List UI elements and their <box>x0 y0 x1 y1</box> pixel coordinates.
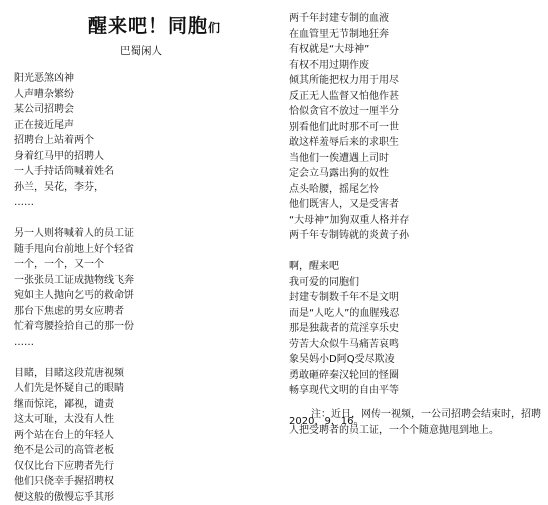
footnote <box>289 407 544 439</box>
poem-line: 恰似贪官不放过一厘半分 <box>289 104 409 120</box>
poem-line: 目睹，目睹这段荒唐视频 <box>14 366 134 382</box>
poem-line: 敢这样羞辱后来的求职生 <box>289 135 409 151</box>
stanza-4 <box>289 11 409 244</box>
poem-line: 身着红马甲的招聘人 <box>14 149 134 165</box>
poem-line: 一个，一个，又一个 <box>14 257 134 273</box>
poem-line: 便这般的傲慢忘乎其形 <box>14 490 134 505</box>
poem-line: 他们既害人，又是受害者 <box>289 197 409 213</box>
poem-line: 这太可耻，太没有人性 <box>14 412 134 428</box>
poem-line: 象吴妈小D阿Q受尽欺凌 <box>289 352 409 368</box>
poem-line: “大母神”加狗双重人格并存 <box>289 213 409 229</box>
poem-line: 宛如主人抛向乞丐的救命饼 <box>14 288 134 304</box>
stanza-5 <box>289 259 409 399</box>
poem-line: 一张张员工证成抛物线飞奔 <box>14 273 134 289</box>
poem-author: 巴蜀闲人 <box>120 43 162 58</box>
poem-line: 当他们一俟遭遇上司时 <box>289 151 409 167</box>
poem-title-main: 醒来吧！同胞 <box>88 15 208 37</box>
poem-line: 在血管里无节制地狂奔 <box>289 27 409 43</box>
poem-line: 啊，醒来吧 <box>289 259 409 275</box>
stanza-gap <box>14 350 134 366</box>
poem-line: 另一人则将喊着人的员工证 <box>14 226 134 242</box>
poem-line: 他们只侥幸手握招聘权 <box>14 474 134 490</box>
poem-line: 而是“人吃人”的血腥残忍 <box>289 306 409 322</box>
poem-line: 那台下焦虑的男女应聘者 <box>14 304 134 320</box>
poem-line: 正在接近尾声 <box>14 118 134 134</box>
stanza-2 <box>14 226 134 350</box>
stanza-3 <box>14 366 134 505</box>
poem-line: 我可爱的同胞们 <box>289 275 409 291</box>
poem-title <box>88 11 221 38</box>
poem-line: 定会立马露出狗的奴性 <box>289 166 409 182</box>
poem-line: 仅仅比台下应聘者先行 <box>14 459 134 475</box>
poem-line: 劳苦大众似牛马痛苦哀鸣 <box>289 337 409 353</box>
poem-line: 随手甩向台前地上好个轻省 <box>14 242 134 258</box>
poem-line: …… <box>14 335 134 351</box>
poem-line: 两千年封建专制的血液 <box>289 11 409 27</box>
poem-line: 人们先是怀疑自己的眼睛 <box>14 381 134 397</box>
left-column <box>14 71 134 505</box>
poem-line: 那是独裁者的荒淫享乐史 <box>289 321 409 337</box>
stanza-gap <box>14 211 134 227</box>
poem-date: 2020，9，16。 <box>289 414 409 430</box>
stanza-1 <box>14 71 134 211</box>
poem-line: 两个站在台上的年轻人 <box>14 428 134 444</box>
poem-line: 忙着弯腰捡拾自己的那一份 <box>14 319 134 335</box>
poem-line: …… <box>14 195 134 211</box>
poem-line: 继而惊诧，鄙视，谴责 <box>14 397 134 413</box>
poem-line: 有权就是“大母神” <box>289 42 409 58</box>
poem-line: 点头哈腰，摇尾乞怜 <box>289 182 409 198</box>
poem-line: 孙兰，吴花，李芬， <box>14 180 134 196</box>
poem-line: 倾其所能把权力用于用尽 <box>289 73 409 89</box>
poem-title-suffix: 们 <box>208 21 221 35</box>
poem-line: 有权不用过期作废 <box>289 58 409 74</box>
poem-line: 一人手持话筒喊着姓名 <box>14 164 134 180</box>
poem-line: 两千年专制铸就的炎黄子孙 <box>289 228 409 244</box>
poem-line: 招聘台上站着两个 <box>14 133 134 149</box>
poem-line: 反正无人监督又怕他作甚 <box>289 89 409 105</box>
footnote-text: 注：近日，网传一视频，一公司招聘会结束时，招聘人把受聘者的员工证，一个个随意抛甩到地上。 <box>289 409 541 436</box>
stanza-gap <box>289 244 409 260</box>
poem-line: 阳光恶煞凶神 <box>14 71 134 87</box>
poem-line: 人声嘈杂繁纷 <box>14 87 134 103</box>
poem-line: 别看他们此时那不可一世 <box>289 120 409 136</box>
poem-line: 封建专制数千年不是文明 <box>289 290 409 306</box>
poem-line: 绝不是公司的高管老板 <box>14 443 134 459</box>
right-column <box>289 11 409 430</box>
poem-line: 某公司招聘会 <box>14 102 134 118</box>
poem-line: 勇敢砸碎秦汉轮回的怪圈 <box>289 368 409 384</box>
poem-line: 畅享现代文明的自由平等 <box>289 383 409 399</box>
